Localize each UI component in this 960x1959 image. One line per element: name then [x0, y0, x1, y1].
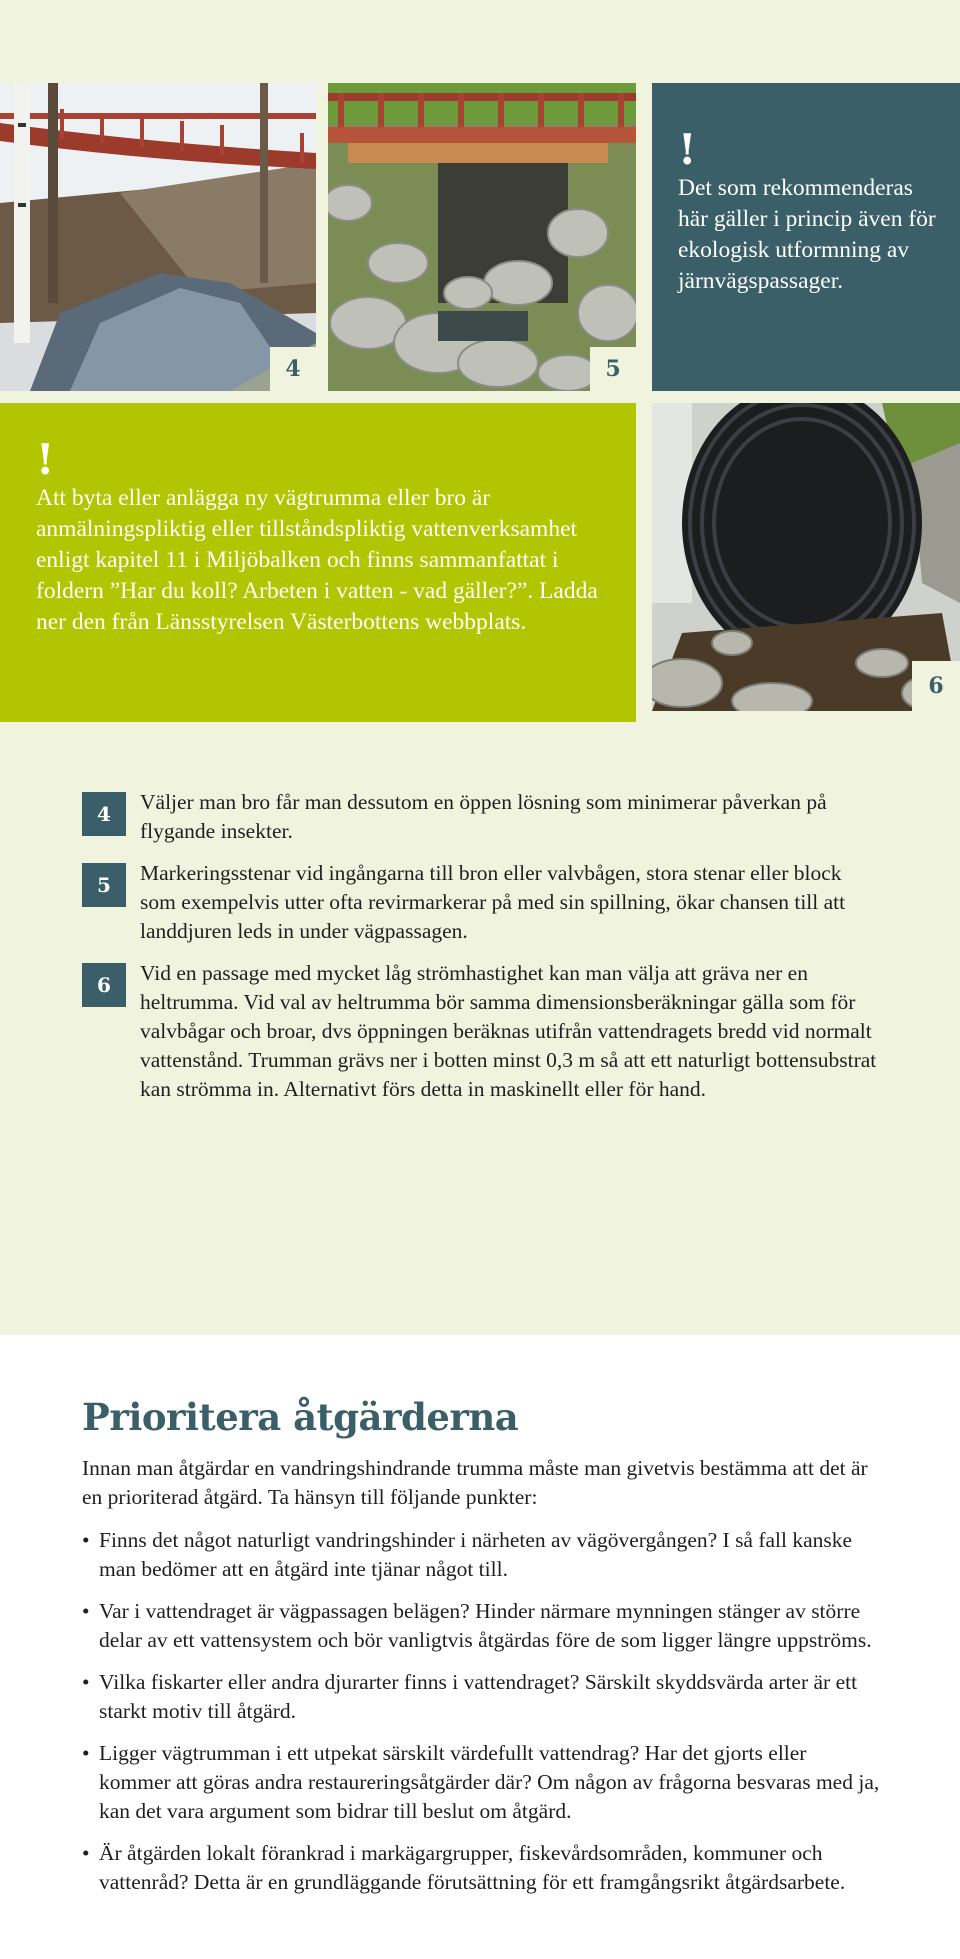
photo-bridge-boulders	[328, 83, 636, 391]
caption-text: Markeringsstenar vid ingångarna till bron eller valvbågen, stora stenar eller block som exempelvis utter ofta revirmarkerar på med sin spillning, ökar chansen till att landdjuren leds in under vägpassagen.	[140, 861, 846, 943]
photo-culvert	[652, 403, 960, 711]
list-item	[82, 1839, 882, 1897]
list-item	[82, 1597, 882, 1655]
caption-item	[82, 959, 882, 1104]
photo-bridge-stream-image	[0, 83, 316, 391]
bullet-icon: •	[82, 1599, 90, 1623]
bullet-icon: •	[82, 1670, 90, 1694]
list-item	[82, 1526, 882, 1584]
note-teal-box	[652, 83, 960, 391]
section-intro: Innan man åtgärdar en vandringshindrande trumma måste man givetvis bestämma att det är en prioriterad åtgärd. Ta hänsyn till följande punkter:	[82, 1456, 868, 1509]
list-item-text: Finns det något naturligt vandringshinder i närheten av vägövergången? I så fall kanske man bedömer att en åtgärd inte tjänar något till.	[99, 1528, 853, 1581]
photo-number-badge: 5	[590, 347, 636, 391]
caption-number: 6	[82, 963, 126, 1007]
section-title: Prioritera åtgärderna	[82, 1395, 519, 1439]
caption-item	[82, 788, 882, 846]
priority-section	[82, 1394, 882, 1910]
bullet-icon: •	[82, 1528, 90, 1552]
bullet-list	[82, 1526, 882, 1897]
note-green-text: Att byta eller anlägga ny vägtrumma eller bro är anmälningspliktig eller tillståndspliktig vattenverksamhet enligt kapitel 11 i Miljöbalken och finns sammanfattat i foldern ”Har du koll? Arbeten i vatten - vad gäller?”. Ladda ner den från Länsstyrelsen Västerbottens webbplats.	[36, 485, 598, 635]
bullet-icon: •	[82, 1841, 90, 1865]
exclamation-icon: !	[36, 435, 55, 484]
caption-number: 5	[82, 863, 126, 907]
caption-text: Väljer man bro får man dessutom en öppen lösning som minimerar påverkan på flygande insekter.	[140, 790, 827, 843]
list-item-text: Var i vattendraget är vägpassagen belägen? Hinder närmare mynningen stänger av större delar av ett vattensystem och bör vanligtvis åtgärdas före de som ligger längre uppströms.	[99, 1599, 872, 1652]
bullet-icon: •	[82, 1741, 90, 1765]
list-item	[82, 1668, 882, 1726]
photo-bridge-boulders-image	[328, 83, 636, 391]
exclamation-icon: !	[678, 125, 697, 174]
list-item-text: Ligger vägtrumman i ett utpekat särskilt värdefullt vattendrag? Har det gjorts eller kommer att göras andra restaureringsåtgärder där? Om någon av frågorna besvaras med ja, kan det vara argument som bidrar till beslut om åtgärd.	[99, 1741, 880, 1823]
photo-number-badge: 4	[270, 347, 316, 391]
note-green-box	[0, 403, 636, 722]
caption-item	[82, 859, 882, 946]
note-teal-text: Det som rekommenderas här gäller i princip även för ekologisk utformning av järnvägspassager.	[678, 175, 936, 294]
list-item	[82, 1739, 882, 1826]
caption-number: 4	[82, 792, 126, 836]
photo-captions	[82, 788, 882, 1117]
photo-bridge-stream	[0, 83, 316, 391]
list-item-text: Vilka fiskarter eller andra djurarter finns i vattendraget? Särskilt skyddsvärda arter är ett starkt motiv till åtgärd.	[99, 1670, 858, 1723]
photo-number-badge: 6	[912, 661, 960, 711]
list-item-text: Är åtgärden lokalt förankrad i markägargrupper, fiskevårdsområden, kommuner och vattenråd? Detta är en grundläggande förutsättning för ett framgångsrikt åtgärdsarbete.	[99, 1841, 846, 1894]
caption-text: Vid en passage med mycket låg strömhastighet kan man välja att gräva ner en heltrumma. Vid val av heltrumma bör samma dimensionsberäkningar gälla som för valvbågar och broar, dvs öppningen beräknas utifrån vattendragets bredd vid normalt vattenstånd. Trumman grävs ner i botten minst 0,3 m så att ett naturligt bottensubstrat kan strömma in. Alternativt förs detta in maskinellt eller för hand.	[140, 961, 877, 1101]
